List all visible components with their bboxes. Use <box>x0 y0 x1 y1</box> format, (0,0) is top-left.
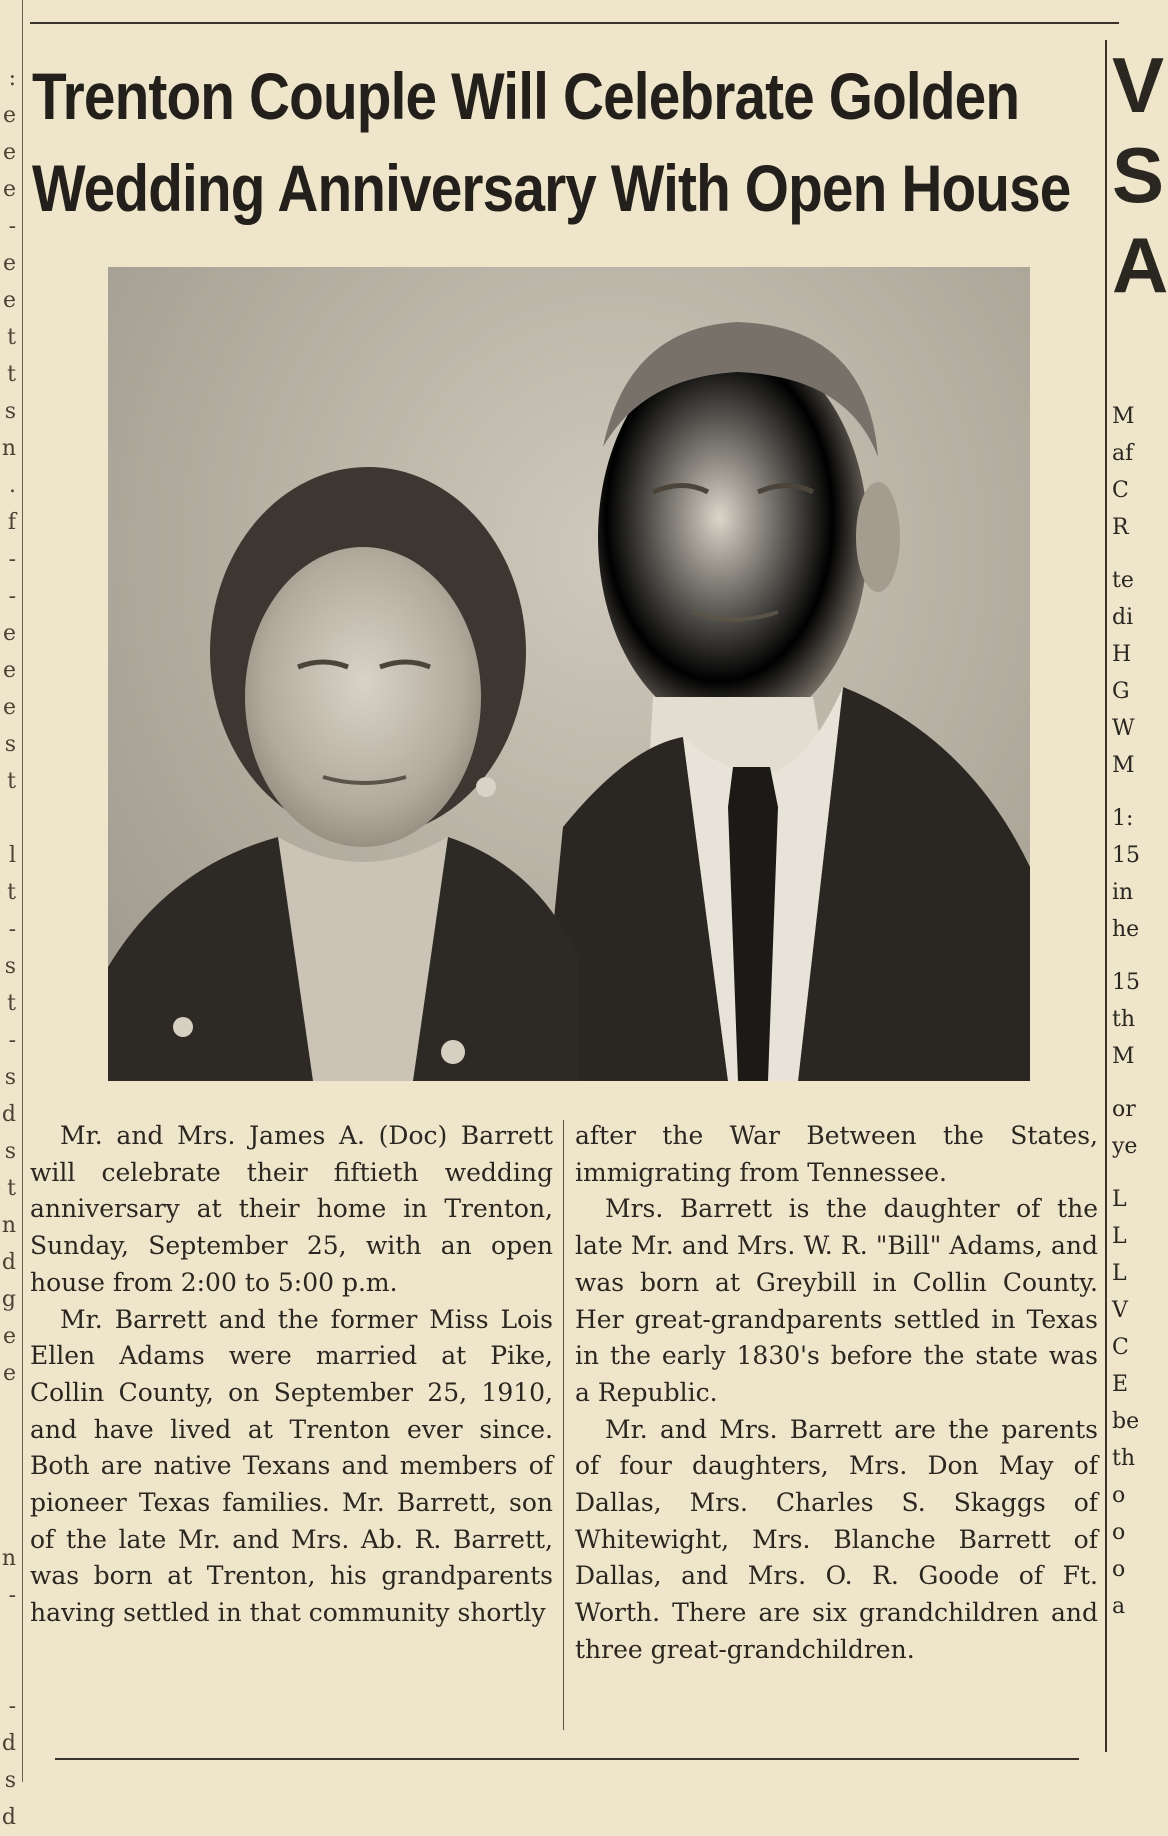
article-paragraph: Mr. Barrett and the former Miss Lois Ellen Adams were married at Pike, Collin County, on September 25, 1910, and have lived at Trenton ever since. Both are native Texans and members of pioneer Texas families. Mr. Barrett, son of the late Mr. and Mrs. Ab. R. Barrett, was born at Trenton, his grandparents having settled in that community shortly <box>30 1304 553 1628</box>
left-text-fragment: t <box>7 325 16 350</box>
article-paragraph: Mr. and Mrs. Barrett are the parents of four daughters, Mrs. Don May of Dallas, Mrs. Charles S. Skaggs of Whitewight, Mrs. Blanche Barrett of Dallas, and Mrs. O. R. Goode of Ft. Worth. There are six grandchildren and three great-grandchildren. <box>575 1414 1098 1664</box>
masthead-fragment <box>34 0 1115 20</box>
article-column-2 <box>575 1118 1098 1669</box>
right-text-fragment: R <box>1112 515 1129 540</box>
left-text-fragment: - <box>8 584 16 609</box>
right-text-fragment: L <box>1112 1187 1127 1212</box>
headline-line-1: Trenton Couple Will Celebrate Golden <box>32 59 1020 133</box>
right-text-fragment: he <box>1112 917 1140 942</box>
couple-photo <box>108 267 1030 1081</box>
right-text-fragment: ye <box>1112 1134 1138 1159</box>
right-column-fragments <box>1112 40 1168 1760</box>
right-text-fragment: C <box>1112 478 1129 503</box>
left-text-fragment: - <box>8 1028 16 1053</box>
left-text-fragment: d <box>1 1102 16 1127</box>
right-text-fragment: L <box>1112 1224 1127 1249</box>
left-text-fragment: e <box>2 251 16 276</box>
left-text-fragment <box>0 1466 16 1503</box>
left-text-fragment: t <box>7 1176 16 1201</box>
left-text-fragment: n <box>1 1213 16 1238</box>
left-text-fragment: n <box>1 436 16 461</box>
left-text-fragment: s <box>4 1768 16 1793</box>
text-column-divider <box>563 1120 564 1730</box>
right-text-fragment: a <box>1112 1594 1126 1619</box>
left-text-fragment <box>0 1392 16 1429</box>
left-text-fragment <box>0 1614 16 1651</box>
left-text-fragment: e <box>2 658 16 683</box>
left-text-fragment: - <box>8 917 16 942</box>
right-headline-fragment: A <box>1112 221 1168 309</box>
left-text-fragment: t <box>7 769 16 794</box>
right-column-rule <box>1105 40 1107 1752</box>
left-text-fragment: e <box>2 140 16 165</box>
left-text-fragment: s <box>4 732 16 757</box>
right-headline-fragment: V <box>1112 41 1165 129</box>
left-text-fragment: t <box>7 991 16 1016</box>
left-text-fragment: e <box>2 288 16 313</box>
left-text-fragment <box>0 1503 16 1540</box>
article-headline <box>32 50 1071 234</box>
right-text-fragment: in <box>1112 880 1134 905</box>
left-text-fragment: : <box>8 66 16 91</box>
left-text-fragment: . <box>9 473 16 498</box>
couple-photo-drawing <box>108 267 1030 1081</box>
left-text-fragment: s <box>4 1139 16 1164</box>
right-text-fragment: 15 <box>1112 970 1140 995</box>
right-text-fragment: th <box>1112 1007 1136 1032</box>
right-text-fragment: M <box>1112 404 1135 429</box>
left-text-fragment: - <box>8 1583 16 1608</box>
right-text-fragment: G <box>1112 679 1130 704</box>
left-text-fragment <box>0 1651 16 1688</box>
left-text-fragment: e <box>2 1361 16 1386</box>
article-paragraph: after the War Between the States, immigrating from Tennessee. <box>575 1121 1098 1187</box>
left-text-fragment: n <box>1 1546 16 1571</box>
right-text-fragment: di <box>1112 605 1134 630</box>
right-headline-fragment: S <box>1112 131 1165 219</box>
left-text-fragment <box>0 800 16 837</box>
headline-line-2: Wedding Anniversary With Open House <box>32 151 1071 225</box>
left-text-fragment: d <box>1 1731 16 1756</box>
left-text-fragment: l <box>8 843 16 868</box>
article-paragraph: Mr. and Mrs. James A. (Doc) Barrett will celebrate their fiftieth wedding anniversary at their home in Trenton, Sunday, September 25, with an open house from 2:00 to 5:00 p.m. <box>30 1121 553 1297</box>
left-text-fragment: g <box>1 1287 16 1312</box>
right-text-fragment: o <box>1112 1520 1126 1545</box>
right-text-fragment: af <box>1112 441 1134 466</box>
left-text-fragment: e <box>2 695 16 720</box>
right-text-fragment: 15 <box>1112 843 1140 868</box>
right-text-fragment: C <box>1112 1335 1129 1360</box>
left-text-fragment: s <box>4 954 16 979</box>
right-text-fragment: L <box>1112 1261 1127 1286</box>
left-column-rule <box>22 0 23 1782</box>
left-text-fragment: e <box>2 621 16 646</box>
right-text-fragment: W <box>1112 716 1135 741</box>
right-text-fragment: o <box>1112 1483 1126 1508</box>
right-text-fragment: th <box>1112 1446 1136 1471</box>
left-text-fragment: t <box>7 362 16 387</box>
left-text-fragment: d <box>1 1805 16 1830</box>
left-text-fragment: - <box>8 214 16 239</box>
left-text-fragment: t <box>7 880 16 905</box>
right-text-fragment: H <box>1112 642 1132 667</box>
right-text-fragment: E <box>1112 1372 1129 1397</box>
left-text-fragment: s <box>4 1065 16 1090</box>
left-text-fragment: e <box>2 1324 16 1349</box>
right-text-fragment: be <box>1112 1409 1140 1434</box>
left-text-fragment: e <box>2 103 16 128</box>
left-text-fragment: s <box>4 399 16 424</box>
article-paragraph: Mrs. Barrett is the daughter of the late Mr. and Mrs. W. R. "Bill" Adams, and was born at Greybill in Collin County. Her great-grandparents settled in Texas in the early 1830's before the state was a Republic. <box>575 1194 1098 1407</box>
bottom-rule <box>55 1758 1079 1760</box>
right-text-fragment: M <box>1112 753 1135 778</box>
right-text-fragment: te <box>1112 568 1134 593</box>
top-rule <box>30 22 1119 24</box>
article-column-1 <box>30 1118 553 1632</box>
right-text-fragment: M <box>1112 1044 1135 1069</box>
left-text-fragment: - <box>8 547 16 572</box>
left-text-fragment <box>0 1429 16 1466</box>
right-text-fragment: o <box>1112 1557 1126 1582</box>
left-text-fragment: - <box>8 1694 16 1719</box>
right-text-fragment: or <box>1112 1097 1136 1122</box>
right-text-fragment: 1: <box>1112 806 1134 831</box>
left-text-fragment: f <box>7 510 16 535</box>
right-text-fragment: V <box>1112 1298 1128 1323</box>
left-text-fragment: d <box>1 1250 16 1275</box>
left-text-fragment: e <box>2 177 16 202</box>
left-column-fragments <box>0 60 16 1830</box>
